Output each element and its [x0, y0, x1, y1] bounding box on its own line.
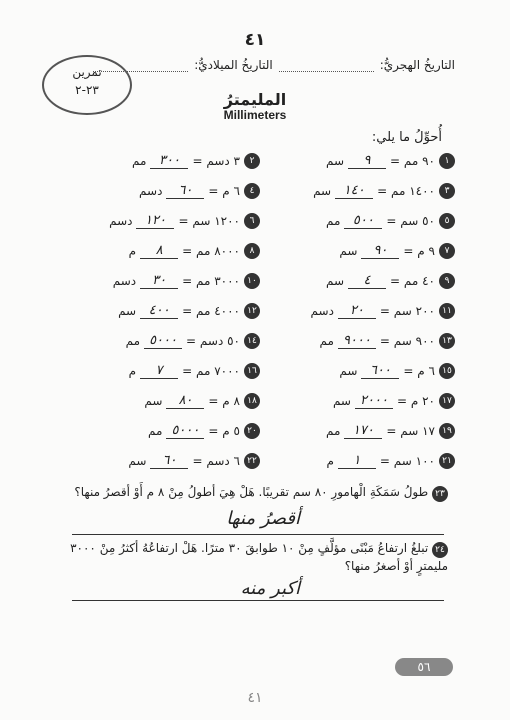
item-unit: مم: [325, 214, 341, 228]
item-unit: سم: [118, 304, 137, 318]
answer-24-handwritten: أكبر منه: [240, 578, 300, 599]
exercise-item: [60, 152, 260, 170]
question-number: ٢٤: [432, 542, 448, 558]
instruction: أُحوِّلُ ما يلي:: [371, 130, 442, 145]
item-unit: م: [128, 244, 137, 258]
item-expression: ١٠٠ سم =: [379, 454, 435, 468]
item-unit: سم: [339, 244, 358, 258]
exercise-item: [255, 152, 455, 170]
exercise-item: [255, 452, 455, 470]
exercise-item: [255, 182, 455, 200]
item-answer-handwritten: ٤٠٠: [140, 303, 178, 319]
lesson-title-english: Millimeters: [223, 108, 287, 122]
item-number: ١٨: [244, 393, 260, 409]
exercise-item: [60, 182, 260, 200]
exercise-item: [255, 422, 455, 440]
exercise-item: [60, 332, 260, 350]
answer-line: [72, 534, 444, 535]
item-expression: ٦ م =: [208, 184, 240, 198]
exercise-item: [60, 392, 260, 410]
item-unit: دسم: [310, 304, 334, 318]
exercise-item: [255, 242, 455, 260]
item-expression: ٥٠ دسم =: [186, 334, 240, 348]
item-unit: دسم: [109, 214, 133, 228]
question-24: [68, 540, 448, 575]
exercise-item: [60, 212, 260, 230]
item-number: ١٧: [439, 393, 455, 409]
item-unit: سم: [325, 154, 344, 168]
item-number: ١٥: [439, 363, 455, 379]
item-number: ١٢: [244, 303, 260, 319]
exercise-item: [60, 272, 260, 290]
item-expression: ٧٠٠٠ مم =: [182, 364, 240, 378]
item-expression: ٢٠٠ سم =: [379, 304, 435, 318]
item-unit: سم: [313, 184, 332, 198]
item-expression: ٥٠ سم =: [386, 214, 435, 228]
item-number: ١٤: [244, 333, 260, 349]
item-expression: ٤٠ مم =: [390, 274, 435, 288]
item-number: ١٦: [244, 363, 260, 379]
item-number: ٢٢: [244, 453, 260, 469]
exercise-item: [60, 242, 260, 260]
item-number: ٥: [439, 213, 455, 229]
exercise-item: [255, 272, 455, 290]
item-answer-handwritten: ١٢٠: [136, 213, 174, 229]
item-unit: سم: [339, 364, 358, 378]
exercise-item: [60, 362, 260, 380]
item-answer-handwritten: ٣٠٠: [150, 153, 188, 169]
item-number: ١٠: [244, 273, 260, 289]
item-unit: مم: [325, 424, 341, 438]
item-number: ١١: [439, 303, 455, 319]
item-answer-handwritten: ٩٠٠٠: [338, 333, 376, 349]
item-number: ٢١: [439, 453, 455, 469]
item-answer-handwritten: ٧: [140, 363, 178, 379]
exercise-item: [255, 212, 455, 230]
item-answer-handwritten: ١٤٠: [335, 183, 373, 199]
item-answer-handwritten: ٦٠: [150, 453, 188, 469]
exercise-item: [60, 422, 260, 440]
exercise-item: [60, 452, 260, 470]
item-answer-handwritten: ٢٠: [338, 303, 376, 319]
exercise-item: [255, 362, 455, 380]
item-answer-handwritten: ٩٠: [361, 243, 399, 259]
item-answer-handwritten: ٢٠٠٠: [355, 393, 393, 409]
date-row: [93, 58, 455, 72]
page-number-bottom: ٤١: [247, 690, 263, 706]
badge-title: تمرين: [72, 65, 102, 79]
item-unit: مم: [319, 334, 334, 348]
item-number: ٤: [244, 183, 260, 199]
item-expression: ٥ م =: [208, 424, 240, 438]
item-expression: ٤٠٠٠ مم =: [182, 304, 240, 318]
item-answer-handwritten: ٥٠٠٠: [166, 423, 204, 439]
item-answer-handwritten: ١: [338, 453, 376, 469]
footer-page-tag: ٥٦: [395, 658, 453, 676]
item-number: ٦: [244, 213, 260, 229]
item-expression: ٩ م =: [403, 244, 435, 258]
item-expression: ٣٠٠٠ مم =: [182, 274, 240, 288]
item-unit: مم: [125, 334, 141, 348]
exercise-item: [60, 302, 260, 320]
badge-number: ٢٣-٢: [75, 83, 99, 97]
item-unit: سم: [144, 394, 163, 408]
item-number: ١٣: [439, 333, 455, 349]
question-number: ٢٣: [432, 486, 448, 502]
item-unit: دسم: [112, 274, 137, 288]
item-expression: ٣ دسم =: [192, 154, 240, 168]
answer-23-handwritten: أقصرُ منها: [226, 508, 300, 529]
item-answer-handwritten: ٩: [348, 153, 386, 169]
item-answer-handwritten: ٣٠: [140, 273, 178, 289]
item-answer-handwritten: ٨٠: [166, 393, 204, 409]
item-unit: سم: [325, 274, 344, 288]
item-expression: ٦ دسم =: [192, 454, 240, 468]
answer-line: [72, 600, 444, 601]
exercise-item: [255, 332, 455, 350]
hijri-date-line: [279, 68, 374, 72]
item-expression: ٦ م =: [403, 364, 435, 378]
item-expression: ٩٠ مم =: [390, 154, 435, 168]
item-answer-handwritten: ٤: [348, 273, 386, 289]
item-number: ١٩: [439, 423, 455, 439]
exercise-item: [255, 392, 455, 410]
item-expression: ٢٠ م =: [396, 394, 435, 408]
item-unit: سم: [128, 454, 147, 468]
item-answer-handwritten: ٥٠٠: [344, 213, 382, 229]
item-number: ٧: [439, 243, 455, 259]
item-unit: سم: [332, 394, 351, 408]
item-unit: مم: [132, 154, 147, 168]
question-text: تبلغُ ارتفاعُ مَبْنًى مؤلَّفٍ مِنْ ١٠ طوابقَ ٣٠ مترًا. هَلْ ارتفاعُهُ أكثرُ مِنْ ٣٠٠٠ مليمترٍ أوْ أصغرُ منها؟: [70, 541, 448, 573]
item-number: ٢٠: [244, 423, 260, 439]
hijri-date-label: التاريخُ الهجريُّ:: [379, 58, 455, 72]
item-expression: ١٢٠٠ سم =: [178, 214, 240, 228]
item-expression: ١٧ سم =: [386, 424, 435, 438]
item-unit: م: [128, 364, 137, 378]
question-23: [68, 484, 448, 502]
gregorian-date-label: التاريخُ الميلاديُّ:: [194, 58, 273, 72]
item-unit: م: [326, 454, 334, 468]
item-unit: مم: [148, 424, 163, 438]
item-expression: ٩٠٠ سم =: [379, 334, 435, 348]
item-expression: ٨ م =: [208, 394, 240, 408]
item-number: ٢: [244, 153, 260, 169]
item-number: ٩: [439, 273, 455, 289]
item-answer-handwritten: ١٧٠: [344, 423, 382, 439]
item-expression: ١٤٠٠ مم =: [377, 184, 435, 198]
item-number: ١: [439, 153, 455, 169]
question-text: طولُ سَمَكَةِ الْهامورِ ٨٠ سم تقريبًا. هَلْ هِيَ أطولُ مِنْ ٨ م أَوْ أقصرُ منها؟: [74, 485, 429, 499]
item-answer-handwritten: ٦٠: [166, 183, 204, 199]
item-answer-handwritten: ٥٠٠٠: [144, 333, 182, 349]
item-number: ٣: [439, 183, 455, 199]
page-number-top: ٤١: [244, 30, 266, 50]
lesson-title-arabic: المليمترُ: [223, 90, 287, 109]
item-expression: ٨٠٠٠ مم =: [182, 244, 240, 258]
item-unit: دسم: [139, 184, 163, 198]
exercise-item: [255, 302, 455, 320]
item-number: ٨: [244, 243, 260, 259]
item-answer-handwritten: ٨: [140, 243, 178, 259]
item-answer-handwritten: ٦٠٠: [361, 363, 399, 379]
